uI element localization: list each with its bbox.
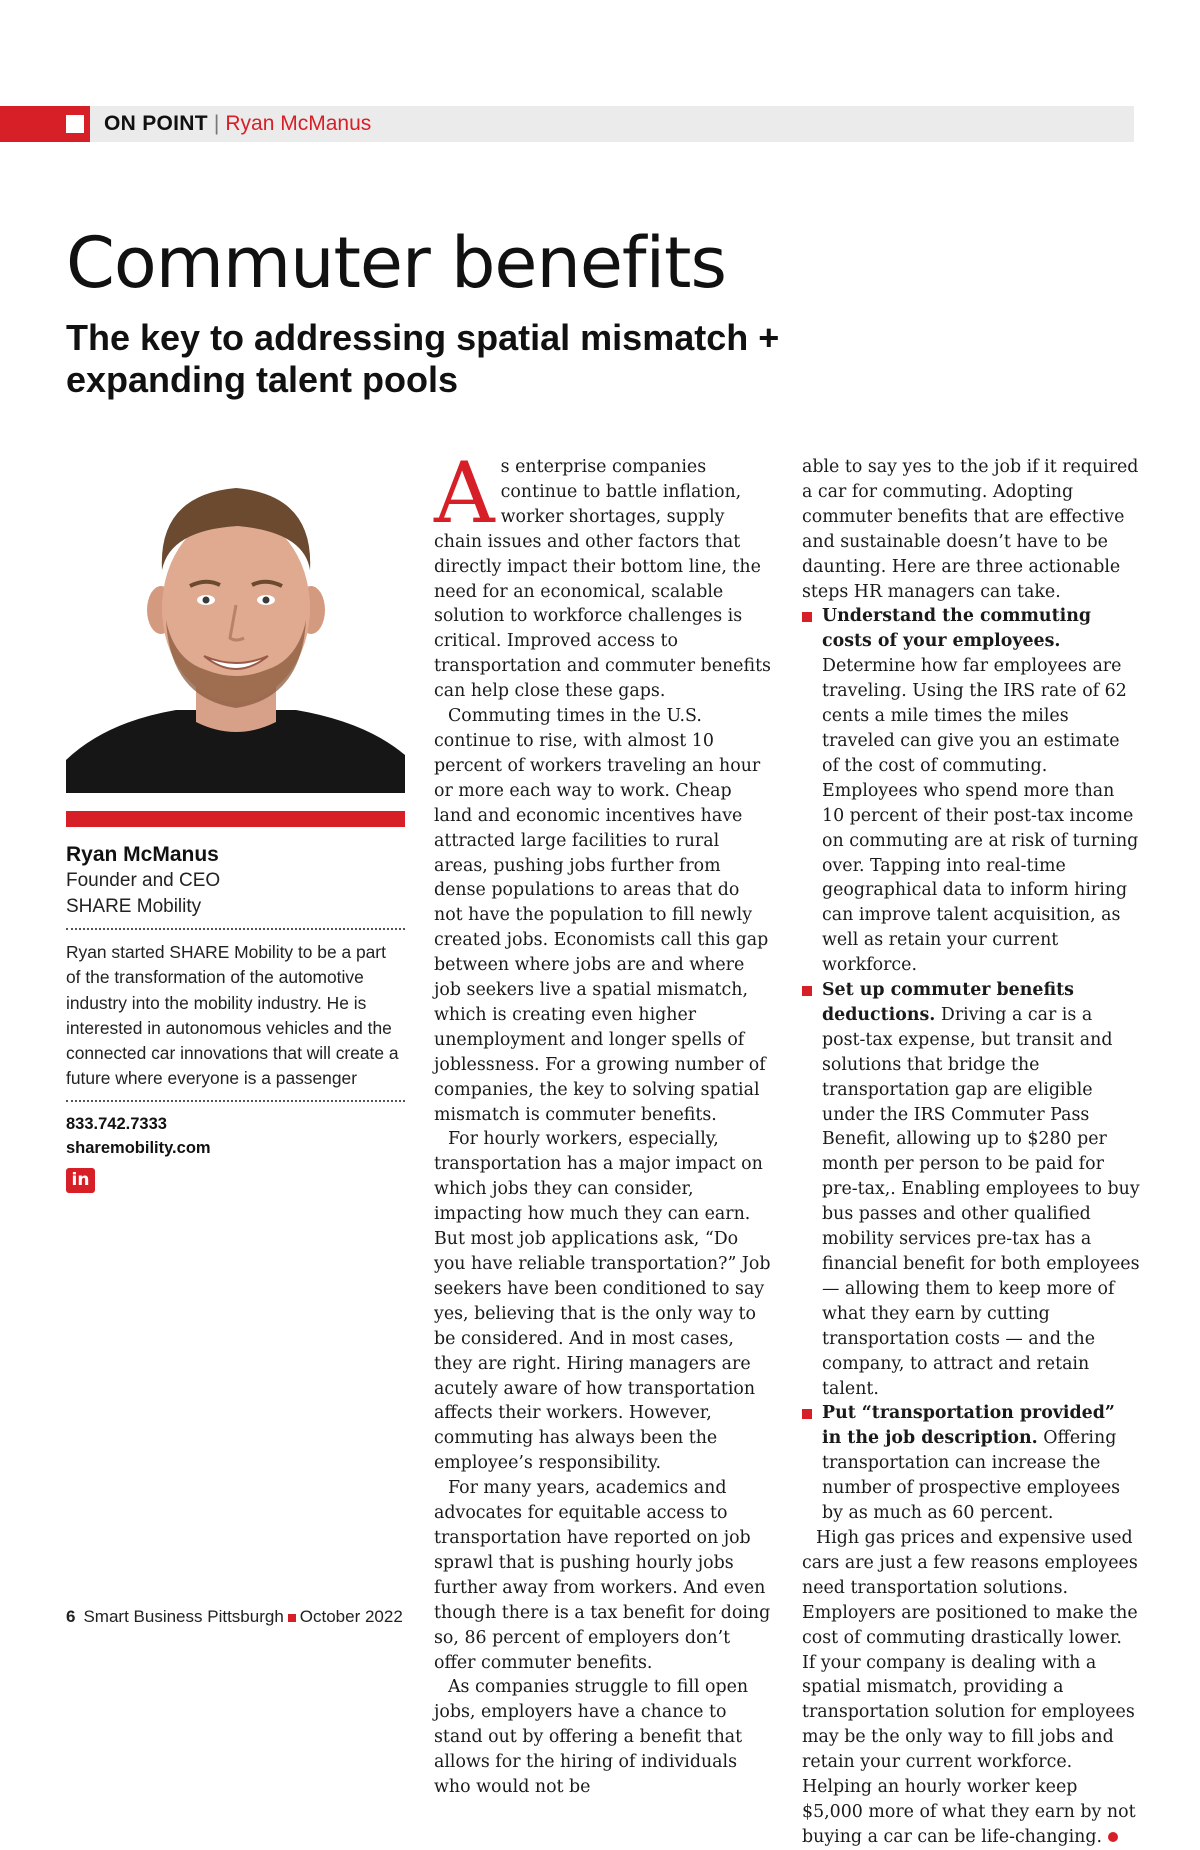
article-column-2 — [802, 455, 1140, 1850]
author-sidebar — [66, 842, 405, 1193]
bullet-square-icon — [802, 612, 812, 622]
paragraph-text: s enterprise companies continue to battle inflation, worker shortages, supply chain issues and other factors that directly impact their bottom line, the need for an economical, scalable solution to workforce challenges is critical. Improved access to transportation and commuter benefits can help close these gaps. — [434, 457, 771, 702]
issue-date: October 2022 — [299, 1607, 403, 1626]
sidebar-phone: 833.742.7333 — [66, 1114, 167, 1133]
section-author: Ryan McManus — [225, 112, 372, 135]
footer-separator-icon — [288, 1614, 296, 1622]
bullet-lead: Set up commuter benefits deductions. — [822, 980, 1074, 1025]
sidebar-author-name: Ryan McManus — [66, 843, 219, 866]
page-footer — [66, 1607, 403, 1627]
article-paragraph: For hourly workers, especially, transportation has a major impact on which jobs they can consider, impacting how much they can earn. But most job applications ask, “Do you have reliable transportation?” Job seekers have been conditioned to say yes, believing that is the only way to be considered. And in most cases, they are right. Hiring managers are acutely aware of how transportation affects their workers. However, commuting has always been the employee’s responsibility. — [434, 1129, 771, 1474]
sidebar-divider — [66, 928, 405, 930]
bullet-text: Determine how far employees are traveling. Using the IRS rate of 62 cents a mile times the miles traveled can give you an estimate of the cost of commuting. Employees who spend more than 10 percent of their post-tax income on commuting are at risk of turning over. Tapping into real-time geographical data to inform hiring can improve talent acquisition, as well as retain your current workforce. — [822, 656, 1139, 976]
bullet-lead: Understand the commuting costs of your employees. — [822, 606, 1092, 652]
sidebar-website[interactable]: sharemobility.com — [66, 1138, 211, 1157]
sidebar-author-company: SHARE Mobility — [66, 896, 202, 917]
page-number: 6 — [66, 1607, 76, 1626]
sidebar-divider — [66, 1100, 405, 1102]
author-portrait — [66, 460, 405, 793]
linkedin-icon[interactable]: in — [66, 1168, 95, 1193]
article-subtitle: The key to addressing spatial mismatch + expanding talent pools — [66, 317, 780, 400]
article-paragraph — [802, 1526, 1140, 1850]
article-paragraph: Commuting times in the U.S. continue to rise, with almost 10 percent of workers traveling an hour or more each way to work. Cheap land and economic incentives have attracted large facilities to rural areas, pushing jobs further from dense populations to areas that do not have the population to fill newly created jobs. Economists call this gap between where jobs are and where job seekers live a spatial mismatch, which is creating even higher unemployment and longer spells of joblessness. For a growing number of companies, the key to solving spatial mismatch is commuter benefits. — [434, 706, 769, 1125]
section-header-bar — [0, 106, 1134, 142]
drop-cap: A — [434, 444, 495, 542]
article-paragraph: able to say yes to the job if it required a car for commuting. Adopting commuter benefits that are effective and sustainable doesn’t have to be daunting. Here are three actionable steps HR managers can take. — [802, 457, 1139, 602]
article-paragraph: As companies struggle to fill open jobs, employers have a chance to stand out by offering a benefit that allows for the hiring of individuals who would not be — [434, 1677, 749, 1798]
sidebar-bio: Ryan started SHARE Mobility to be a part of the transformation of the automotive industry into the mobility industry. He is interested in autonomous vehicles and the connected car innovations that will create a future where everyone is a passenger — [66, 942, 399, 1089]
bullet-square-icon — [802, 986, 812, 996]
bullet-text: Driving a car is a post-tax expense, but transit and solutions that bridge the transportation gap are eligible under the IRS Commuter Pass Benefit, allowing up to $280 per month per person to be paid for pre-tax,. Enabling employees to buy bus passes and other qualified mobility services pre-tax has a financial benefit for both employees — allowing them to keep more of what they earn by cutting transportation costs — and the company, to attract and retain talent. — [822, 1004, 1140, 1399]
bullet-text: Offering transportation can increase the number of prospective employees by as much as 60 percent. — [822, 1428, 1121, 1524]
section-separator: | — [213, 112, 220, 135]
article-paragraph — [434, 444, 771, 704]
sidebar-author-role: Founder and CEO — [66, 870, 221, 891]
bullet-item — [802, 978, 1140, 1401]
section-label: ON POINT — [104, 112, 208, 135]
header-accent-block — [0, 106, 90, 142]
article-paragraph: For many years, academics and advocates for equitable access to transportation have reported on job sprawl that is pushing hourly jobs further away from workers. And even though there is a tax benefit for doing so, 86 percent of employers don’t offer commuter benefits. — [434, 1478, 771, 1673]
article-column-1 — [434, 444, 771, 1800]
portrait-photo — [66, 460, 405, 793]
bullet-square-icon — [802, 1409, 812, 1419]
closing-text: High gas prices and expensive used cars are just a few reasons employees need transportation solutions. Employers are positioned to make the cost of commuting drastically lower. If your company is dealing with a spatial mismatch, providing a transportation solution for employees may be the only way to fill jobs and retain your current workforce. Helping an hourly worker keep $5,000 more of what they earn by not buying a car can be life-changing. — [802, 1527, 1138, 1847]
section-header — [104, 106, 371, 142]
bullet-item — [802, 1401, 1140, 1526]
header-square-icon — [66, 115, 84, 133]
end-mark-icon — [1108, 1832, 1118, 1842]
bullet-lead: Put “transportation provided” in the job description. — [822, 1403, 1115, 1449]
publication-name: Smart Business Pittsburgh — [83, 1607, 284, 1626]
portrait-accent-bar — [66, 811, 405, 827]
bullet-item — [802, 604, 1140, 978]
article-title: Commuter benefits — [66, 222, 726, 304]
